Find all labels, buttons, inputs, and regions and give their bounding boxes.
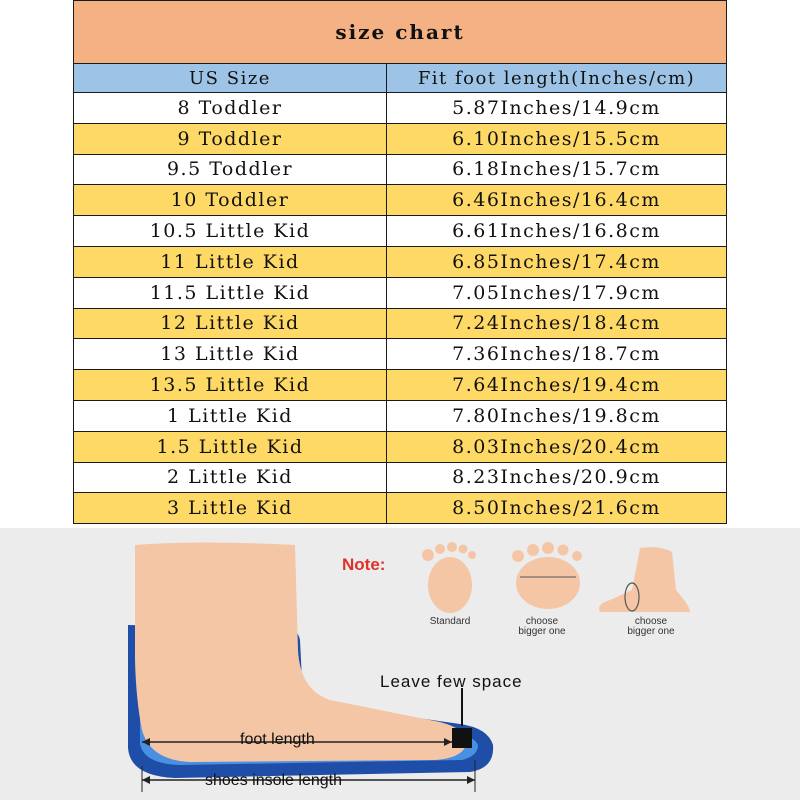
insole-length-label: shoes insole length bbox=[205, 772, 342, 789]
foot-length-cell: 7.05Inches/17.9cm bbox=[387, 277, 727, 308]
foot-length-cell: 7.36Inches/18.7cm bbox=[387, 339, 727, 370]
us-size-cell: 1.5 Little Kid bbox=[74, 431, 387, 462]
foot-length-cell: 6.61Inches/16.8cm bbox=[387, 216, 727, 247]
caption-wide: choose bigger one bbox=[518, 616, 566, 637]
us-size-cell: 11 Little Kid bbox=[74, 246, 387, 277]
note-label: Note: bbox=[342, 555, 386, 574]
us-size-cell: 2 Little Kid bbox=[74, 462, 387, 493]
foot-length-cell: 7.24Inches/18.4cm bbox=[387, 308, 727, 339]
foot-length-cell: 8.50Inches/21.6cm bbox=[387, 493, 727, 524]
foot-length-cell: 6.46Inches/16.4cm bbox=[387, 185, 727, 216]
header-foot-length: Fit foot length(Inches/cm) bbox=[387, 64, 727, 93]
foot-length-cell: 8.23Inches/20.9cm bbox=[387, 462, 727, 493]
caption-high-instep: choose bigger one bbox=[627, 616, 675, 637]
foot-length-cell: 6.85Inches/17.4cm bbox=[387, 246, 727, 277]
leave-space-label: Leave few space bbox=[380, 672, 523, 691]
chart-title: size chart bbox=[74, 1, 727, 64]
foot-length-cell: 7.80Inches/19.8cm bbox=[387, 400, 727, 431]
foot-length-cell: 6.10Inches/15.5cm bbox=[387, 123, 727, 154]
foot-length-cell: 6.18Inches/15.7cm bbox=[387, 154, 727, 185]
us-size-cell: 10 Toddler bbox=[74, 185, 387, 216]
us-size-cell: 3 Little Kid bbox=[74, 493, 387, 524]
us-size-cell: 12 Little Kid bbox=[74, 308, 387, 339]
caption-standard: Standard bbox=[429, 616, 471, 627]
foot-length-cell: 8.03Inches/20.4cm bbox=[387, 431, 727, 462]
foot-length-cell: 5.87Inches/14.9cm bbox=[387, 93, 727, 124]
us-size-cell: 9.5 Toddler bbox=[74, 154, 387, 185]
us-size-cell: 10.5 Little Kid bbox=[74, 216, 387, 247]
us-size-cell: 9 Toddler bbox=[74, 123, 387, 154]
standard-foot-icon bbox=[422, 542, 476, 613]
us-size-cell: 13 Little Kid bbox=[74, 339, 387, 370]
leave-space-marker bbox=[452, 728, 472, 748]
wide-foot-icon bbox=[512, 542, 582, 609]
foot-length-label: foot length bbox=[240, 731, 315, 748]
high-instep-foot-icon bbox=[599, 547, 690, 612]
us-size-cell: 11.5 Little Kid bbox=[74, 277, 387, 308]
us-size-cell: 8 Toddler bbox=[74, 93, 387, 124]
header-us-size: US Size bbox=[74, 64, 387, 93]
foot-shape bbox=[135, 543, 466, 763]
us-size-cell: 13.5 Little Kid bbox=[74, 370, 387, 401]
us-size-cell: 1 Little Kid bbox=[74, 400, 387, 431]
foot-length-cell: 7.64Inches/19.4cm bbox=[387, 370, 727, 401]
